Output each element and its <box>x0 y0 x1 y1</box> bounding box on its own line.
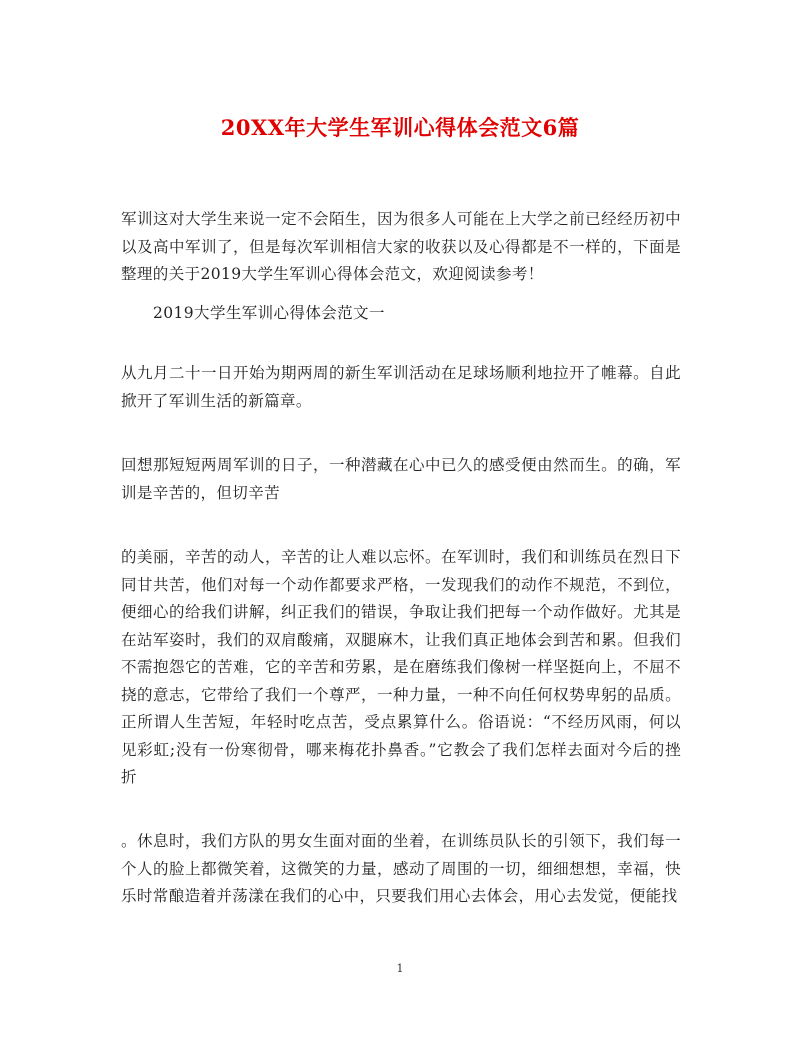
body-paragraph: 。休息时，我们方队的男女生面对面的坐着，在训练员队长的引领下，我们每一个人的脸上都微笑着，这微笑的力量，感动了周围的一切，细细想想，幸福，快乐时常酿造着并荡漾在我们的心中，只要我们用心去体会，用心去发觉，便能找 <box>121 832 681 905</box>
page-number: 1 <box>396 962 404 975</box>
body-paragraph: 的美丽，辛苦的动人，辛苦的让人难以忘怀。在军训时，我们和训练员在烈日下同甘共苦，他们对每一个动作都要求严格，一发现我们的动作不规范，不到位，便细心的给我们讲解，纠正我们的错误，争取让我们把每一个动作做好。尤其是在站军姿时，我们的双肩酸痛，双腿麻木，让我们真正地体会到苦和累。但我们不需抱怨它的苦难，它的辛苦和劳累，是在磨练我们像树一样坚挺向上，不屈不挠的意志，它带给了我们一个尊严，一种力量，一种不向任何权势卑躬的品质。正所谓人生苦短，年轻时吃点苦，受点累算什么。俗语说：“不经历风雨，何以见彩虹;没有一份寒彻骨，哪来梅花扑鼻香。”它教会了我们怎样去面对今后的挫折 <box>121 548 681 786</box>
intro-paragraph: 军训这对大学生来说一定不会陌生，因为很多人可能在上大学之前已经经历初中以及高中军训了，但是每次军训相信大家的收获以及心得都是不一样的，下面是整理的关于2019大学生军训心得体会范文，欢迎阅读参考！ <box>121 210 681 283</box>
document-title: 20XX年大学生军训心得体会范文6篇 <box>220 115 580 140</box>
body-paragraph: 回想那短短两周军训的日子，一种潜藏在心中已久的感受便由然而生。的确，军训是辛苦的，但切辛苦 <box>121 456 681 502</box>
body-paragraph: 从九月二十一日开始为期两周的新生军训活动在足球场顺利地拉开了帷幕。自此掀开了军训生活的新篇章。 <box>121 364 681 410</box>
section-heading: 2019大学生军训心得体会范文一 <box>153 304 385 322</box>
